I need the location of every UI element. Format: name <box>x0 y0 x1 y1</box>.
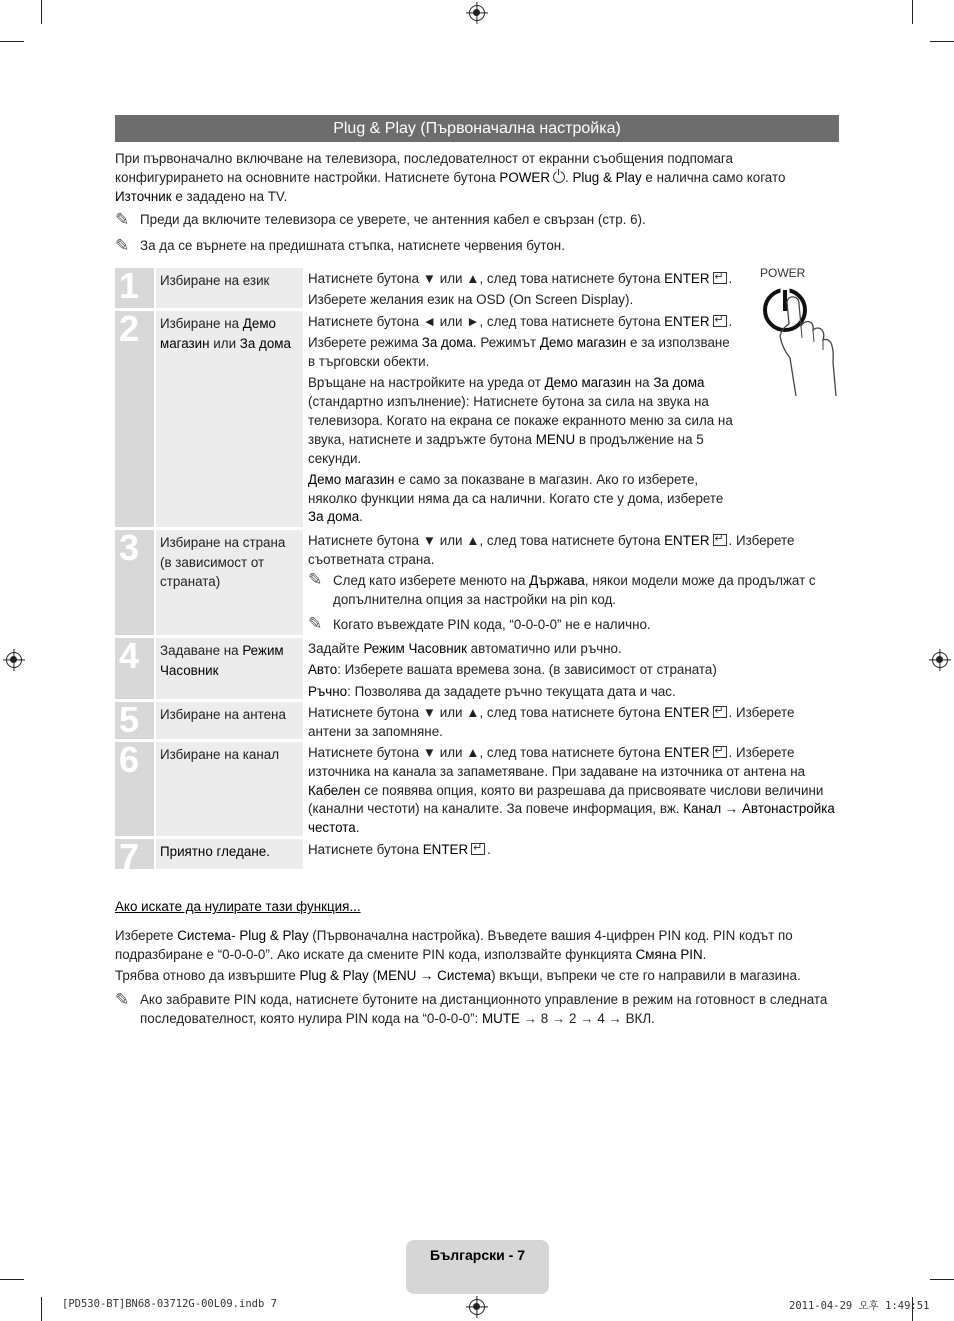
registration-mark-icon <box>932 652 948 668</box>
page-number-badge: Български - 7 <box>406 1240 549 1294</box>
power-icon <box>553 171 565 183</box>
enter-icon <box>713 746 727 758</box>
note-pencil-icon: ✎ <box>115 210 130 229</box>
step-number: 4 <box>119 635 140 676</box>
power-label: POWER <box>760 266 806 280</box>
step-number-cell <box>115 635 154 699</box>
step-description: Задайте Режим Часовник автоматично или ръчно. Авто: Изберете вашата времева зона. (в зависимост от страната) Ръчно: Позволява да зададете ръчно текущата дата и час. <box>308 641 717 699</box>
crop-mark <box>930 1279 954 1280</box>
enter-icon <box>713 706 727 718</box>
step-description: Натиснете бутона ◄ или ►, след това натиснете бутона ENTER↵ . Изберете режима За дома. Режимът Демо магазин е за използване в търговски обекти. Връщане на настройките на уреда от Демо магазин на За дома (стандартно изпълнение): Натиснете бутона за сила на звука на телевизора. Когато на екрана се покаже екранното меню за сила на звука, натиснете и задръжте бутона MENU в продължение на 5 секунди. Демо магазин е само за показване в магазин. Ако го изберете, няколко функции няма да са налични. Когато сте у дома, изберете За дома. <box>308 311 738 530</box>
step-description: Натиснете бутона ▼ или ▲, след това натиснете бутона ENTER↵ . Изберете съответната страна. ✎ След като изберете менюто на Държава, някои модели може да продължат с допълнителна опция за настройки на pin код. ✎ Когато въвеждате PIN кода, “0-0-0-0” не е налично. <box>308 530 841 637</box>
registration-mark-icon <box>6 652 22 668</box>
step-row <box>115 699 839 742</box>
step-name: Избиране на антена <box>156 702 303 739</box>
intro-paragraph: При първоначално включване на телевизора, последователност от екранни съобщения подпомага конфигурирането на основните настройки. Натиснете бутона POWER . Plug & Play е налична само когато Източник е зададено на TV. <box>115 151 786 204</box>
enter-icon <box>713 315 727 327</box>
step-description: Натиснете бутона ▼ или ▲, след това натиснете бутона ENTER↵ . Изберете източника на канала за запаметяване. При задаване на източника от антена на Кабелен се появява опция, която ви разрешава да присвоявате числови величини (канални честоти) на каналите. За повече информация, вж. Канал → Автонастройка честота. <box>308 742 841 840</box>
step-description: Натиснете бутона ENTER↵ . <box>308 839 841 862</box>
note: ✎ За да се върнете на предишната стъпка, натиснете червения бутон. <box>115 236 565 255</box>
step-name: Приятно гледане. <box>156 839 303 869</box>
step-number-cell <box>115 308 154 527</box>
enter-icon <box>471 843 485 855</box>
step-description: Натиснете бутона ▼ или ▲, след това натиснете бутона ENTER↵ . Изберете желания език на OSD (On Screen Display). <box>308 268 841 313</box>
step-row <box>115 527 839 638</box>
reset-paragraph: Трябва отново да извършите Plug & Play (MENU → Система) вкъщи, въпреки че сте го направили в магазина. <box>115 968 801 983</box>
file-slug: [PD530-BT]BN68-03712G-00L09.indb 7 <box>62 1298 277 1310</box>
step-number: 3 <box>119 527 140 568</box>
note: ✎ Преди да включите телевизора се уверете, че антенния кабел е свързан (стр. 6). <box>115 210 646 229</box>
step-number: 5 <box>119 699 140 740</box>
crop-mark <box>41 0 42 24</box>
crop-mark <box>41 1297 42 1321</box>
step-name: Избиране на канал <box>156 742 303 836</box>
step-number: 2 <box>119 308 140 349</box>
crop-mark <box>0 41 24 42</box>
step-number-cell <box>115 836 154 877</box>
step-number: 1 <box>119 265 140 306</box>
step-description: Натиснете бутона ▼ или ▲, след това натиснете бутона ENTER↵ . Изберете антени за запомняне. <box>308 702 841 744</box>
crop-mark <box>0 1279 24 1280</box>
note-pencil-icon: ✎ <box>308 613 323 633</box>
step-row <box>115 836 839 877</box>
step-name: Избиране на страна (в зависимост от страната) <box>156 530 303 635</box>
step-number-cell <box>115 699 154 740</box>
step-row <box>115 265 839 311</box>
step-number-cell <box>115 739 154 836</box>
step-name: Избиране на Демо магазин или За дома <box>156 311 303 527</box>
enter-icon <box>713 534 727 546</box>
registration-mark-icon <box>469 1299 485 1315</box>
step-name: Задаване на Режим Часовник <box>156 638 303 699</box>
step-name: Избиране на език <box>156 268 303 308</box>
note-pencil-icon: ✎ <box>308 570 323 590</box>
step-row <box>115 308 839 530</box>
section-title: Plug & Play (Първоначална настройка) <box>115 115 839 142</box>
step-number-cell <box>115 527 154 635</box>
note-pencil-icon: ✎ <box>115 990 130 1009</box>
print-date: 2011-04-29 오후 1:49:51 <box>789 1300 930 1312</box>
crop-mark <box>912 0 913 24</box>
registration-mark-icon <box>469 5 485 21</box>
enter-icon <box>713 272 727 284</box>
crop-mark <box>930 41 954 42</box>
step-number: 6 <box>119 739 140 780</box>
step-row <box>115 635 839 702</box>
note: ✎ Ако забравите PIN кода, натиснете бутоните на дистанционното управление в режим на готовност в следната последователност, която нулира PIN кода на “0-0-0-0”: MUTE → 8 → 2 → 4 → ВКЛ. <box>115 990 828 1026</box>
reset-heading: Ако искате да нулирате тази функция... <box>115 899 361 914</box>
step-number-cell <box>115 265 154 308</box>
step-row <box>115 739 839 839</box>
reset-paragraph: Изберете Система- Plug & Play (Първоначална настройка). Въведете вашия 4-цифрен PIN код. PIN кодът по подразбиране е “0-0-0-0”. Ако искате да смените PIN кода, използвайте функцията Смяна PIN. <box>115 928 793 962</box>
step-number: 7 <box>119 836 140 877</box>
note-pencil-icon: ✎ <box>115 236 130 255</box>
